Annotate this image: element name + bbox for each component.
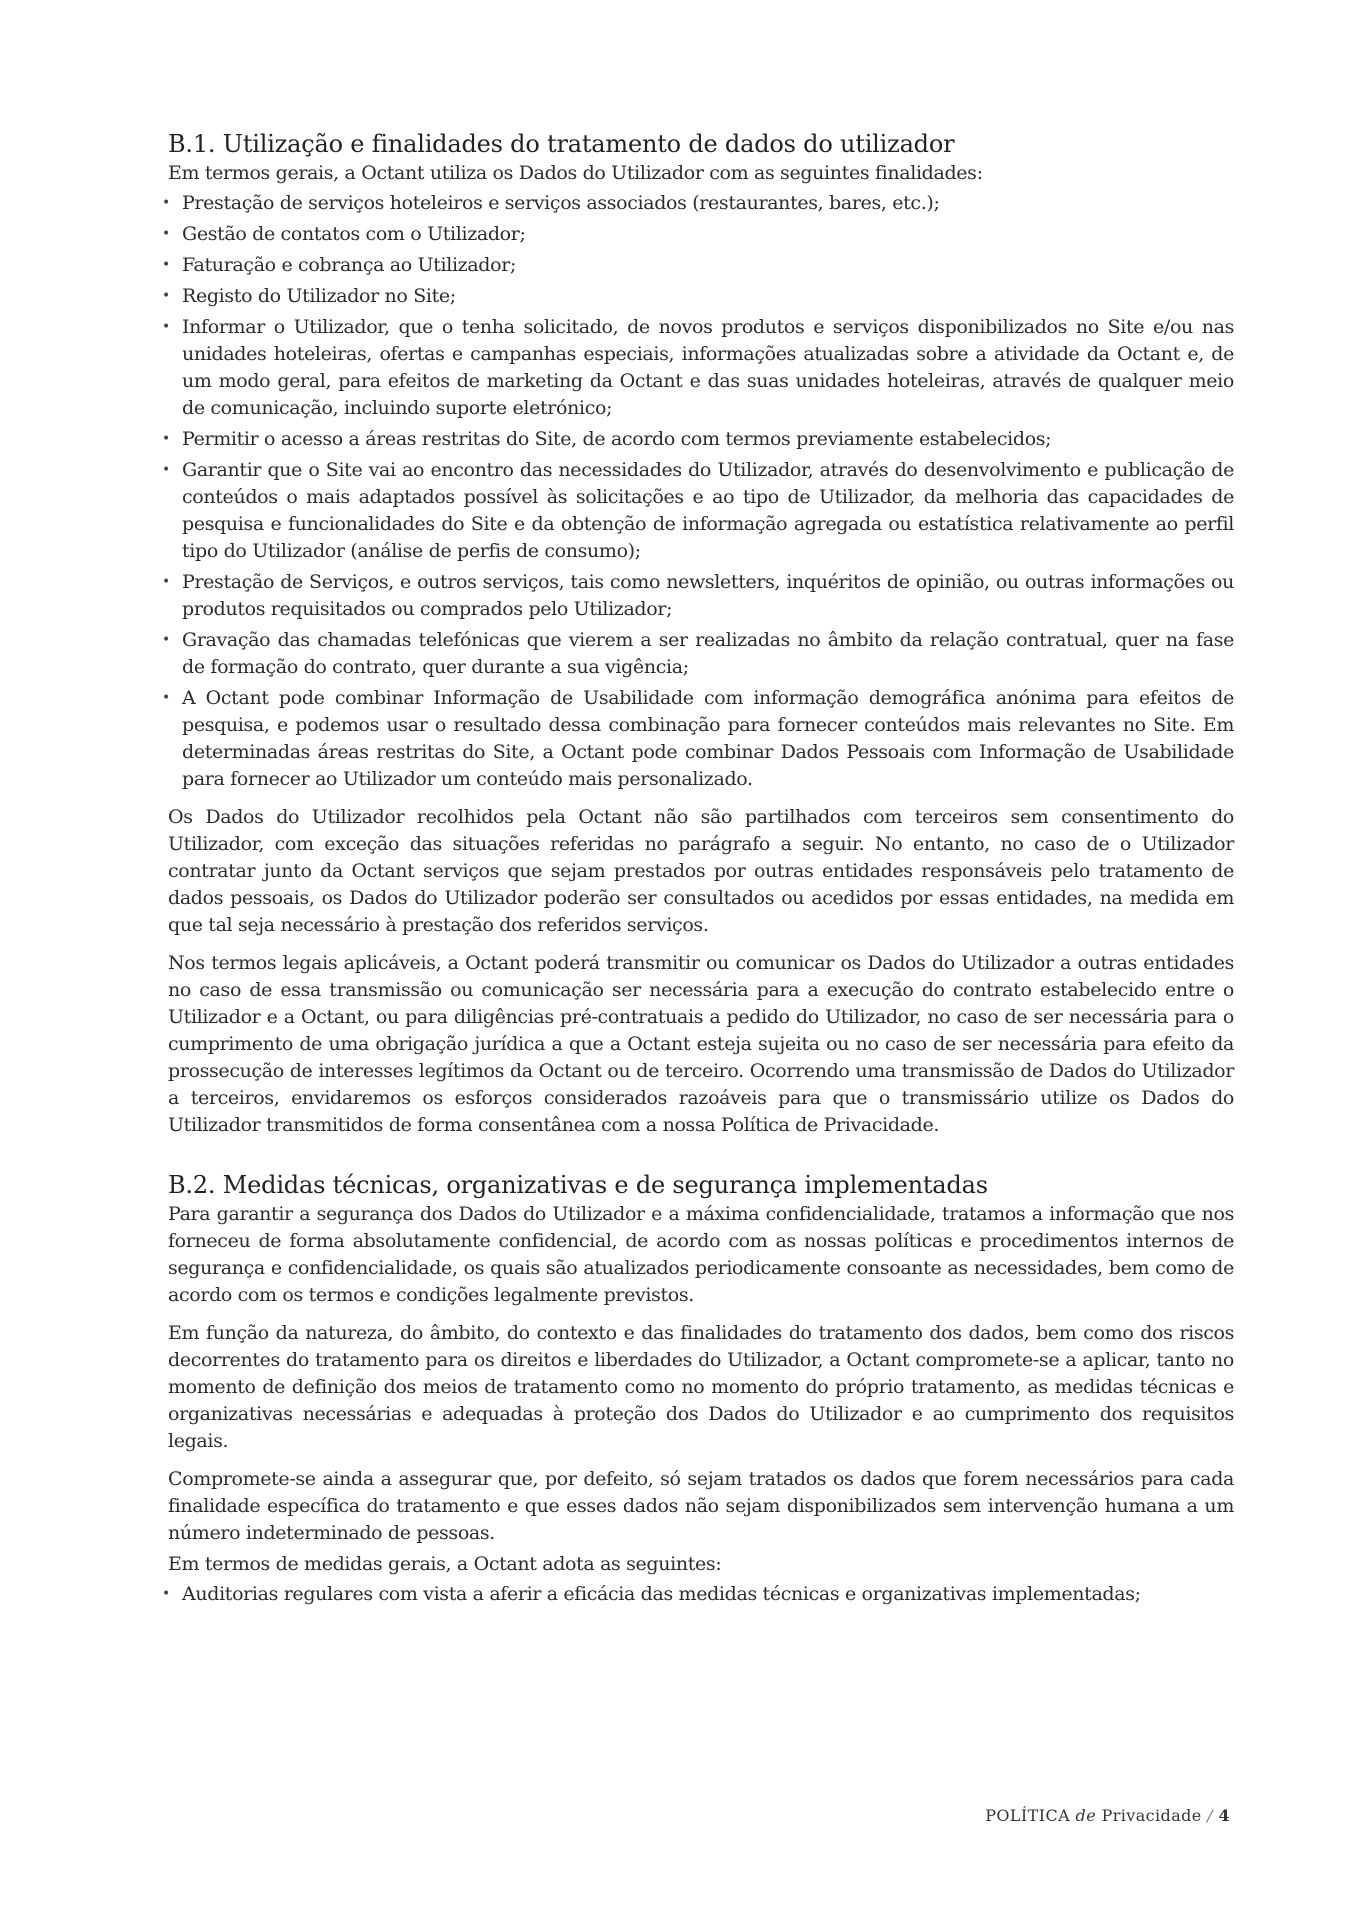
page-footer <box>985 1806 1230 1825</box>
list-item: • A Octant pode combinar Informação de Usabilidade com informação demográfica anónima para efeitos de pesquisa, e podemos usar o resultado dessa combinação para fornecer conteúdos mais relevantes no Site. Em determinadas áreas restritas do Site, a Octant pode combinar Dados Pessoais com Informação de Usabilidade para fornecer ao Utilizador um conteúdo mais personalizado. <box>168 685 1234 793</box>
list-item: • Prestação de serviços hoteleiros e serviços associados (restaurantes, bares, etc.); <box>168 190 1234 217</box>
section-b2 <box>168 1169 1234 1608</box>
list-item: • Gestão de contatos com o Utilizador; <box>168 221 1234 248</box>
section-heading-b1: B.1. Utilização e finalidades do tratamento de dados do utilizador <box>168 130 955 158</box>
section-intro: Em termos gerais, a Octant utiliza os Dados do Utilizador com as seguintes finalidades: <box>168 162 983 184</box>
measures-list <box>168 1581 1234 1608</box>
body-paragraph: Compromete-se ainda a assegurar que, por defeito, só sejam tratados os dados que forem necessários para cada finalidade específica do tratamento e que esses dados não sejam disponibilizados sem intervenção humana a um número indeterminado de pessoas. <box>168 1468 1234 1544</box>
footer-privacidade: Privacidade <box>1101 1806 1202 1825</box>
list-item: • Faturação e cobrança ao Utilizador; <box>168 252 1234 279</box>
purpose-list <box>168 190 1234 793</box>
body-paragraph: Os Dados do Utilizador recolhidos pela Octant não são partilhados com terceiros sem consentimento do Utilizador, com exceção das situações referidas no parágrafo a seguir. No entanto, no caso de o Utilizador contratar junto da Octant serviços que sejam prestados por outras entidades responsáveis pelo tratamento de dados pessoais, os Dados do Utilizador poderão ser consultados ou acedidos por essas entidades, na medida em que tal seja necessário à prestação dos referidos serviços. <box>168 806 1234 936</box>
section-heading-b2: B.2. Medidas técnicas, organizativas e de segurança implementadas <box>168 1171 988 1199</box>
list-item: • Prestação de Serviços, e outros serviços, tais como newsletters, inquéritos de opinião, ou outras informações ou produtos requisitados ou comprados pelo Utilizador; <box>168 569 1234 623</box>
list-item: • Permitir o acesso a áreas restritas do Site, de acordo com termos previamente estabelecidos; <box>168 426 1234 453</box>
list-item: • Registo do Utilizador no Site; <box>168 283 1234 310</box>
list-item: • Informar o Utilizador, que o tenha solicitado, de novos produtos e serviços disponibilizados no Site e/ou nas unidades hoteleiras, ofertas e campanhas especiais, informações atualizadas sobre a atividade da Octant e, de um modo geral, para efeitos de marketing da Octant e das suas unidades hoteleiras, através de qualquer meio de comunicação, incluindo suporte eletrónico; <box>168 314 1234 422</box>
list-item: • Garantir que o Site vai ao encontro das necessidades do Utilizador, através do desenvolvimento e publicação de conteúdos o mais adaptados possível às solicitações e ao tipo de Utilizador, da melhoria das capacidades de pesquisa e funcionalidades do Site e da obtenção de informação agregada ou estatística relativamente ao perfil tipo do Utilizador (análise de perfis de consumo); <box>168 457 1234 565</box>
footer-politica: POLÍTICA <box>985 1806 1071 1825</box>
body-paragraph: Para garantir a segurança dos Dados do Utilizador e a máxima confidencialidade, tratamos a informação que nos forneceu de forma absolutamente confidencial, de acordo com as nossas políticas e procedimentos internos de segurança e confidencialidade, os quais são atualizados periodicamente consoante as necessidades, bem como de acordo com os termos e condições legalmente previstos. <box>168 1203 1234 1306</box>
footer-slash: / <box>1207 1806 1213 1825</box>
document-page <box>168 128 1234 1608</box>
list-item: • Auditorias regulares com vista a aferir a eficácia das medidas técnicas e organizativas implementadas; <box>168 1581 1234 1608</box>
list-item: • Gravação das chamadas telefónicas que vierem a ser realizadas no âmbito da relação contratual, quer na fase de formação do contrato, quer durante a sua vigência; <box>168 627 1234 681</box>
footer-de: de <box>1075 1806 1097 1825</box>
body-paragraph: Nos termos legais aplicáveis, a Octant poderá transmitir ou comunicar os Dados do Utilizador a outras entidades no caso de essa transmissão ou comunicação ser necessária para a execução do contrato estabelecido entre o Utilizador e a Octant, ou para diligências pré-contratuais a pedido do Utilizador, no caso de ser necessária para o cumprimento de uma obrigação jurídica a que a Octant esteja sujeita ou no caso de ser necessária para efeito da prossecução de interesses legítimos da Octant ou de terceiro. Ocorrendo uma transmissão de Dados do Utilizador a terceiros, envidaremos os esforços considerados razoáveis para que o transmissário utilize os Dados do Utilizador transmitidos de forma consentânea com a nossa Política de Privacidade. <box>168 952 1234 1136</box>
page-number: 4 <box>1218 1806 1230 1825</box>
body-paragraph: Em termos de medidas gerais, a Octant adota as seguintes: <box>168 1553 722 1575</box>
body-paragraph: Em função da natureza, do âmbito, do contexto e das finalidades do tratamento dos dados, bem como dos riscos decorrentes do tratamento para os direitos e liberdades do Utilizador, a Octant compromete-se a aplicar, tanto no momento de definição dos meios de tratamento como no momento do próprio tratamento, as medidas técnicas e organizativas necessárias e adequadas à proteção dos Dados do Utilizador e ao cumprimento dos requisitos legais. <box>168 1322 1234 1452</box>
